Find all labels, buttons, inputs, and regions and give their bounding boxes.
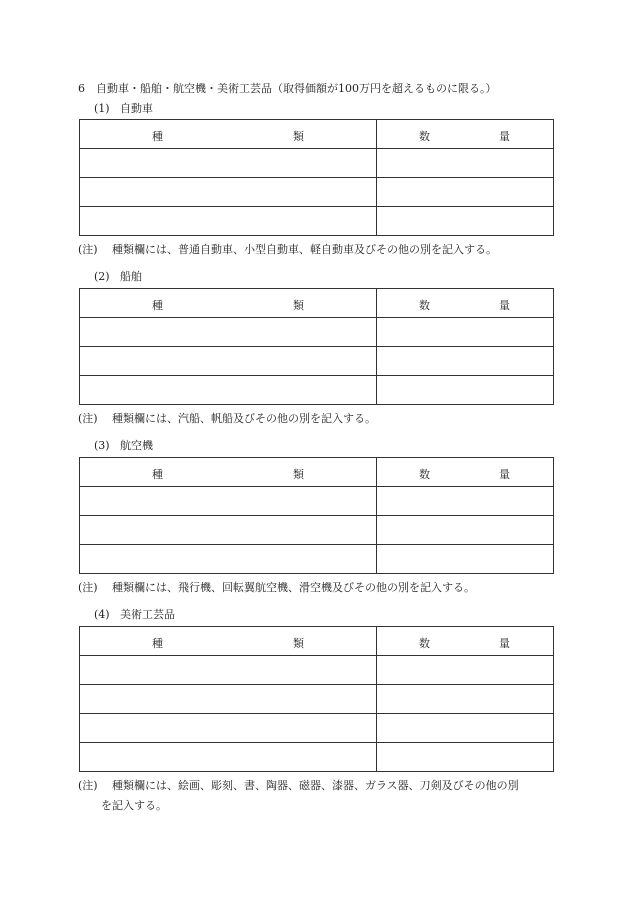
- subsection-label: 自動車: [120, 102, 153, 115]
- subsection-title-aircraft: [94, 437, 153, 453]
- quantity-cell[interactable]: [377, 545, 554, 574]
- quantity-cell[interactable]: [377, 516, 554, 545]
- kind-cell[interactable]: [80, 207, 377, 236]
- quantity-cell[interactable]: [377, 685, 554, 714]
- quantity-cell[interactable]: [377, 149, 554, 178]
- section-heading: 6 自動車・船舶・航空機・美術工芸品（取得価額が100万円を超えるものに限る。）: [78, 82, 497, 95]
- kind-cell[interactable]: [80, 347, 377, 376]
- quantity-column-header: [377, 627, 554, 656]
- ship-table: [79, 288, 554, 405]
- aircraft-table: [79, 457, 554, 574]
- quantity-column-header: [377, 458, 554, 487]
- table-header-row: [80, 289, 554, 318]
- table-row: [80, 487, 554, 516]
- quantity-cell[interactable]: [377, 347, 554, 376]
- kind-cell[interactable]: [80, 545, 377, 574]
- kind-column-header: [80, 627, 377, 656]
- kind-cell[interactable]: [80, 318, 377, 347]
- quantity-header-char-2: 量: [499, 299, 510, 312]
- kind-cell[interactable]: [80, 743, 377, 772]
- subsection-title-art: [94, 606, 175, 622]
- subsection-number: (4): [94, 608, 110, 621]
- note-text: 種類欄には、汽船、帆船及びその他の別を記入する。: [112, 412, 376, 425]
- kind-header-char-2: 類: [293, 468, 304, 481]
- subsection-label: 美術工芸品: [120, 608, 175, 621]
- table-row: [80, 685, 554, 714]
- note-mark: (注): [78, 412, 98, 425]
- kind-column-header: [80, 120, 377, 149]
- aircraft-note: [78, 578, 475, 598]
- note-text: 種類欄には、普通自動車、小型自動車、軽自動車及びその他の別を記入する。: [112, 243, 497, 256]
- subsection-number: (2): [94, 270, 110, 283]
- quantity-cell[interactable]: [377, 376, 554, 405]
- kind-cell[interactable]: [80, 487, 377, 516]
- table-row: [80, 178, 554, 207]
- table-row: [80, 149, 554, 178]
- art-note: [78, 776, 519, 816]
- quantity-cell[interactable]: [377, 656, 554, 685]
- quantity-cell[interactable]: [377, 318, 554, 347]
- subsection-number: (1): [94, 102, 110, 115]
- table-row: [80, 714, 554, 743]
- quantity-column-header: [377, 289, 554, 318]
- kind-header-char-1: 種: [152, 130, 163, 143]
- subsection-label: 航空機: [120, 439, 153, 452]
- quantity-header-char-1: 数: [419, 637, 430, 650]
- subsection-title-automobile: [94, 100, 153, 116]
- table-row: [80, 545, 554, 574]
- kind-header-char-2: 類: [293, 130, 304, 143]
- table-row: [80, 207, 554, 236]
- table-row: [80, 376, 554, 405]
- kind-header-char-2: 類: [293, 299, 304, 312]
- quantity-header-char-1: 数: [419, 299, 430, 312]
- table-row: [80, 743, 554, 772]
- kind-cell[interactable]: [80, 516, 377, 545]
- subsection-label: 船舶: [120, 270, 142, 283]
- automobile-note: [78, 240, 497, 260]
- note-text: 種類欄には、絵画、彫刻、書、陶器、磁器、漆器、ガラス器、刀剣及びその他の別: [112, 779, 519, 792]
- kind-column-header: [80, 458, 377, 487]
- subsection-number: (3): [94, 439, 110, 452]
- note-mark: (注): [78, 581, 98, 594]
- kind-header-char-1: 種: [152, 299, 163, 312]
- note-text: 種類欄には、飛行機、回転翼航空機、滑空機及びその他の別を記入する。: [112, 581, 475, 594]
- kind-cell[interactable]: [80, 178, 377, 207]
- quantity-cell[interactable]: [377, 714, 554, 743]
- table-header-row: [80, 120, 554, 149]
- note-mark: (注): [78, 779, 98, 792]
- kind-cell[interactable]: [80, 149, 377, 178]
- kind-cell[interactable]: [80, 656, 377, 685]
- quantity-header-char-1: 数: [419, 130, 430, 143]
- table-row: [80, 516, 554, 545]
- kind-cell[interactable]: [80, 376, 377, 405]
- quantity-cell[interactable]: [377, 178, 554, 207]
- quantity-header-char-1: 数: [419, 468, 430, 481]
- ship-note: [78, 409, 376, 429]
- kind-header-char-2: 類: [293, 637, 304, 650]
- kind-header-char-1: 種: [152, 637, 163, 650]
- table-row: [80, 347, 554, 376]
- art-table: [79, 626, 554, 772]
- quantity-cell[interactable]: [377, 207, 554, 236]
- automobile-table: [79, 119, 554, 236]
- table-row: [80, 318, 554, 347]
- subsection-title-ship: [94, 268, 142, 284]
- quantity-header-char-2: 量: [499, 637, 510, 650]
- quantity-header-char-2: 量: [499, 130, 510, 143]
- kind-column-header: [80, 289, 377, 318]
- note-mark: (注): [78, 243, 98, 256]
- table-header-row: [80, 627, 554, 656]
- note-text-continued: を記入する。: [101, 799, 167, 812]
- kind-header-char-1: 種: [152, 468, 163, 481]
- quantity-column-header: [377, 120, 554, 149]
- kind-cell[interactable]: [80, 714, 377, 743]
- quantity-header-char-2: 量: [499, 468, 510, 481]
- quantity-cell[interactable]: [377, 743, 554, 772]
- quantity-cell[interactable]: [377, 487, 554, 516]
- table-header-row: [80, 458, 554, 487]
- kind-cell[interactable]: [80, 685, 377, 714]
- table-row: [80, 656, 554, 685]
